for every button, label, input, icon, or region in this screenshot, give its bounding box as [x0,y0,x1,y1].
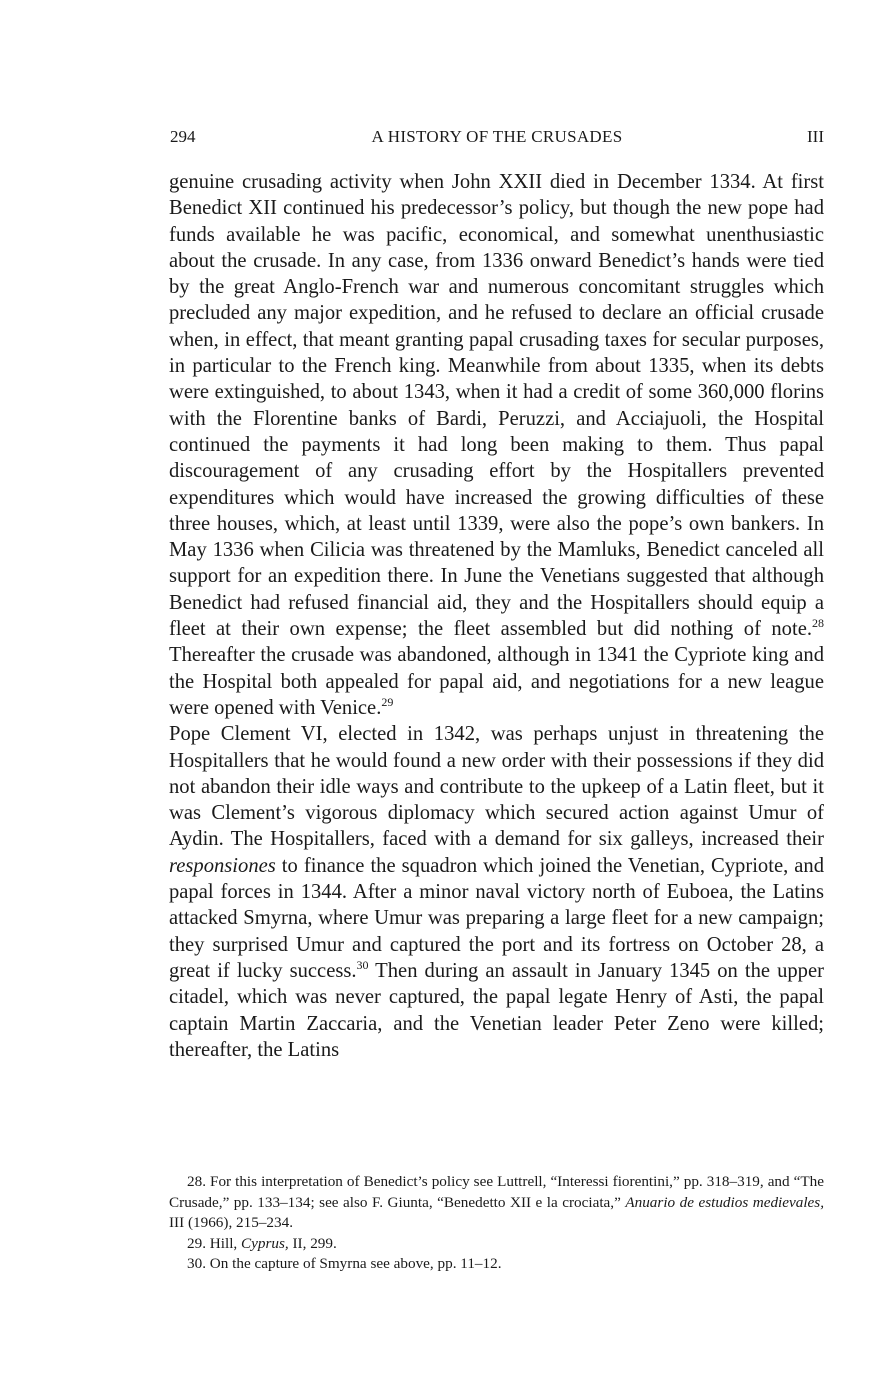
footnote-ref-30: 30 [356,957,369,972]
footnotes [169,1172,824,1275]
paragraph-1 [169,169,824,721]
paragraph-1-text-a: genuine crusading activity when John XXII died in December 1334. At first Benedict XII continued his predecessor’s policy, but though the new pope had funds available he was pacific, economical, and somewhat unenthusiastic about the crusade. In any case, from 1336 onward Benedict’s hands were tied by the great Anglo-French war and numerous concomitant struggles which precluded any major expedition, and he refused to declare an official crusade when, in effect, that meant granting papal crusading taxes for secular purposes, in particular to the French king. Meanwhile from about 1335, when its debts were extinguished, to about 1343, when it had a credit of some 360,000 florins with the Florentine banks of Bardi, Peruzzi, and Acciajuoli, the Hospital continued the payments it had long been making to them. Thus papal discouragement of any crusading effort by the Hospitallers prevented expenditures which would have increased the growing difficulties of these three houses, which, at least until 1339, were also the pope’s own bankers. In May 1336 when Cilicia was threatened by the Mamluks, Benedict canceled all support for an expedition there. In June the Venetians suggested that although Benedict had refused financial aid, they and the Hospitallers should equip a fleet at their own expense; the fleet assembled but did nothing of note. [169,171,824,641]
paragraph-2-text-c: Then during an assault in January 1345 on the upper citadel, which was never captured, the papal legate Henry of Asti, the papal captain Martin Zaccaria, and the Venetian leader Peter Zeno were killed; thereafter, the Latins [169,959,824,1061]
running-title: A HISTORY OF THE CRUSADES [371,127,623,146]
body-text [169,169,824,1063]
paragraph-1-text-b: Thereafter the crusade was abandoned, although in 1341 the Cypriote king and the Hospital both appealed for papal aid, and negotiations for a new league were opened with Venice. [169,644,824,719]
footnote-29-italic: Cyprus, [241,1234,289,1252]
paragraph-2-italic: responsiones [169,854,276,877]
footnote-29 [169,1234,824,1255]
volume-number: III [807,127,824,146]
footnote-ref-29: 29 [381,694,394,709]
footnote-28 [169,1172,824,1234]
paragraph-2 [169,721,824,1063]
paragraph-2-text-a: Pope Clement VI, elected in 1342, was perhaps unjust in threatening the Hospitallers that he would found a new order with their possessions if they did not abandon their idle ways and contribute to the upkeep of a Latin fleet, but it was Clement’s vigorous diplomacy which secured action against Umur of Aydin. The Hospitallers, faced with a demand for six galleys, increased their [169,723,824,851]
page-number: 294 [170,127,196,146]
footnote-30 [169,1254,824,1275]
footnote-29-text-a: 29. Hill, [187,1234,242,1252]
running-header [170,124,824,150]
footnote-29-text-b: II, 299. [288,1234,337,1252]
footnote-28-text-a: 28. For this interpretation of Benedict’s policy see Luttrell, “Interessi fiorentini,” pp. 318–319, and “The Crusade,” pp. 133–134; see also F. Giunta, “Benedetto XII e la crociata,” [169,1173,824,1211]
paragraph-2-text-b: to finance the squadron which joined the Venetian, Cypriote, and papal forces in 1344. After a minor naval victory north of Euboea, the Latins attacked Smyrna, where Umur was preparing a large fleet for a new campaign; they surprised Umur and captured the port and its fortress on October 28, a great if lucky success. [169,854,824,982]
footnote-30-text: 30. On the capture of Smyrna see above, pp. 11–12. [187,1255,502,1272]
footnote-28-text-b: III (1966), 215–234. [169,1214,294,1231]
footnote-ref-28: 28 [812,616,824,631]
footnote-28-italic: Anuario de estudios medievales, [625,1193,824,1211]
